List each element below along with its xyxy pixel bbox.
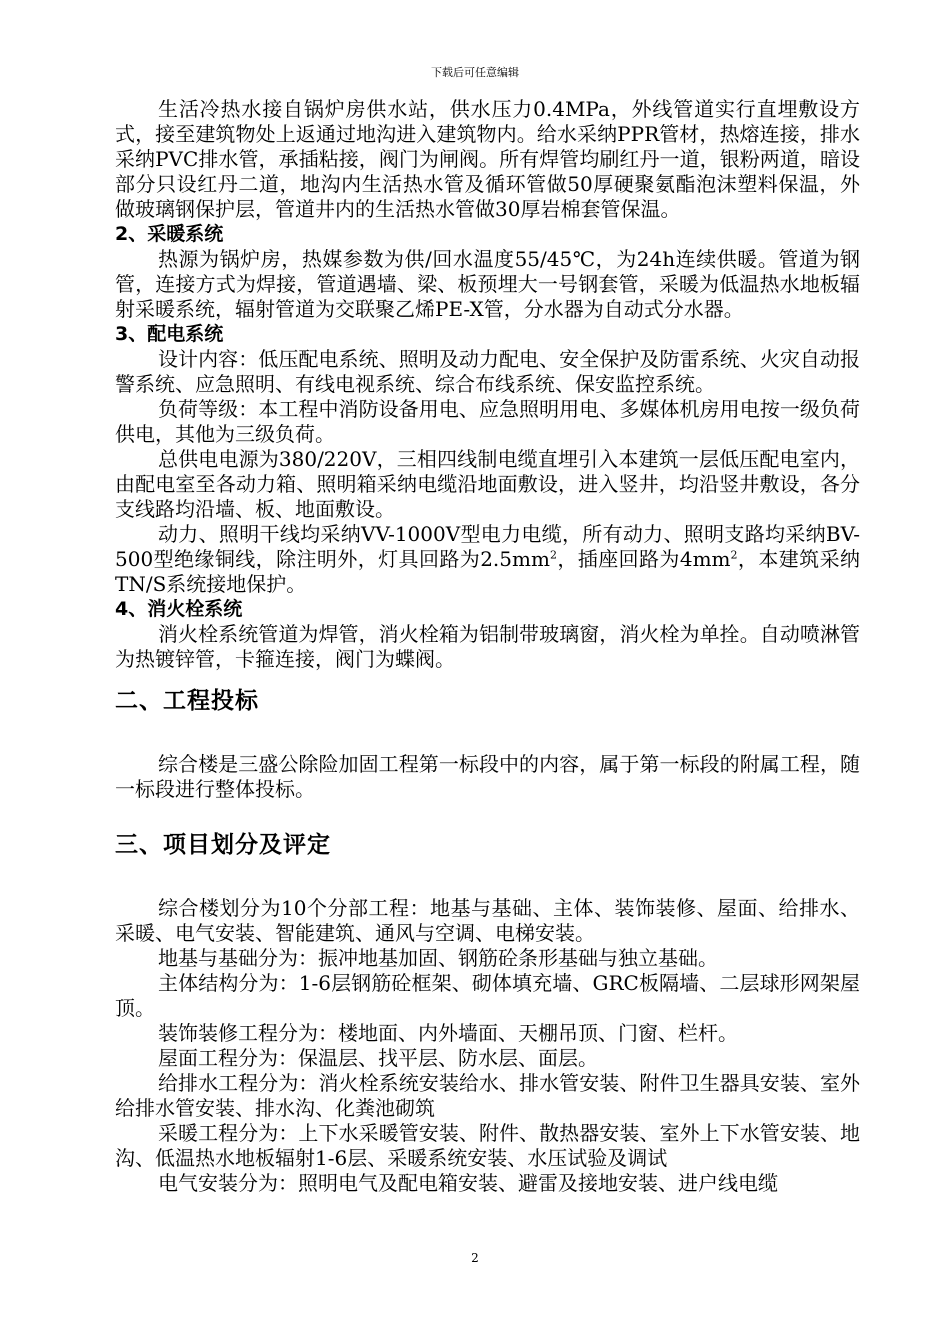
heading-project-division: 三、项目划分及评定: [115, 832, 331, 858]
paragraph-division-electrical: 电气安装分为：照明电气及配电箱安装、避雷及接地安装、进户线电缆: [158, 1171, 778, 1195]
cable-text-part-1: 动力、照明干线均采纳VV-1000V型电力电缆，所有动力、照明支路均采纳BV-500型绝缘铜线，除注明外，灯具回路为2.5mm: [115, 522, 860, 571]
heading-bidding: 二、工程投标: [115, 688, 259, 714]
paragraph-bidding: 综合楼是三盛公除险加固工程第一标段中的内容，属于第一标段的附属工程，随一标段进行整体投标。: [115, 752, 860, 801]
paragraph-division-foundation: 地基与基础分为：振冲地基加固、钢筋砼条形基础与独立基础。: [158, 946, 718, 970]
paragraph-power-load: 负荷等级：本工程中消防设备用电、应急照明用电、多媒体机房用电按一级负荷供电，其他为三级负荷。: [115, 397, 860, 446]
page-header: 下载后可任意编辑: [431, 66, 519, 79]
paragraph-division-overview: 综合楼划分为10个分部工程：地基与基础、主体、装饰装修、屋面、给排水、采暖、电气安装、智能建筑、通风与空调、电梯安装。: [115, 896, 860, 945]
paragraph-division-structure: 主体结构分为：1-6层钢筋砼框架、砌体填充墙、GRC板隔墙、二层球形网架屋顶。: [115, 971, 860, 1020]
paragraph-power-design: 设计内容：低压配电系统、照明及动力配电、安全保护及防雷系统、火灾自动报警系统、应急照明、有线电视系统、综合布线系统、保安监控系统。: [115, 347, 860, 396]
superscript-2: 2: [730, 548, 738, 562]
paragraph-water-supply: 生活冷热水接自锅炉房供水站，供水压力0.4MPa，外线管道实行直埋敷设方式，接至建筑物处上返通过地沟进入建筑物内。给水采纳PPR管材，热熔连接，排水采纳PVC排水管，承插粘接，阀门为闸阀。所有焊管均刷红丹一道，银粉两道，暗设部分只设红丹二道，地沟内生活热水管及循环管做50厚硬聚氨酯泡沫塑料保温，外做玻璃钢保护层，管道井内的生活热水管做30厚岩棉套管保温。: [115, 97, 860, 221]
heading-heating-system: 2、采暖系统: [115, 223, 224, 245]
cable-text-part-3: ，本建筑采纳TN/S系统接地保护。: [115, 547, 860, 596]
page-number: 2: [471, 1251, 479, 1265]
paragraph-power-cables: [115, 522, 860, 597]
paragraph-division-decoration: 装饰装修工程分为：楼地面、内外墙面、天棚吊顶、门窗、栏杆。: [158, 1021, 738, 1045]
paragraph-division-heating: 采暖工程分为：上下水采暖管安装、附件、散热器安装、室外上下水管安装、地沟、低温热水地板辐射1-6层、采暖系统安装、水压试验及调试: [115, 1121, 860, 1170]
paragraph-power-supply: 总供电电源为380/220V，三相四线制电缆直埋引入本建筑一层低压配电室内，由配电室至各动力箱、照明箱采纳电缆沿地面敷设，进入竖井，均沿竖井敷设，各分支线路均沿墙、板、地面敷设。: [115, 447, 860, 521]
heading-fire-hydrant-system: 4、消火栓系统: [115, 598, 243, 620]
paragraph-division-plumbing: 给排水工程分为：消火栓系统安装给水、排水管安装、附件卫生器具安装、室外给排水管安装、排水沟、化粪池砌筑: [115, 1071, 860, 1120]
heading-power-system: 3、配电系统: [115, 323, 224, 345]
superscript-2: 2: [549, 548, 557, 562]
cable-text-part-2: ，插座回路为4mm: [556, 547, 731, 571]
paragraph-division-roof: 屋面工程分为：保温层、找平层、防水层、面层。: [158, 1046, 598, 1070]
document-body: [115, 97, 860, 1196]
paragraph-fire-hydrant: 消火栓系统管道为焊管，消火栓箱为铝制带玻璃窗，消火栓为单拴。自动喷淋管为热镀锌管，卡箍连接，阀门为蝶阀。: [115, 622, 860, 671]
paragraph-heating: 热源为锅炉房，热媒参数为供/回水温度55/45℃，为24h连续供暖。管道为钢管，连接方式为焊接，管道遇墙、梁、板预埋大一号钢套管，采暖为低温热水地板辐射采暖系统，辐射管道为交联聚乙烯PE-X管，分水器为自动式分水器。: [115, 247, 860, 321]
